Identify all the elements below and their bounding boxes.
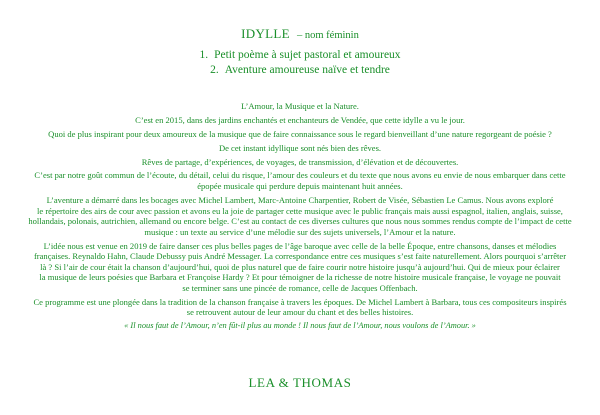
text-line: De cet instant idyllique sont nés bien des rêves. bbox=[218, 142, 382, 153]
text-line: L’idée nous est venue en 2019 de faire danser ces plus belles pages de l’âge baroque avec celle de la belle Époque, entre chansons, danses et mélodies bbox=[43, 240, 557, 251]
paragraph bbox=[6, 297, 594, 318]
definition-item bbox=[0, 48, 600, 63]
text-line: épopée musicale qui perdure depuis maintenant huit années. bbox=[197, 181, 403, 192]
text-line: se retrouvent autour de leur amour du chant et des belles histoires. bbox=[186, 307, 414, 318]
quote: « Il nous faut de l’Amour, n’en fût-il plus au monde ! Il nous faut de l’Amour, nous voulons de l’Amour. » bbox=[124, 321, 476, 331]
paragraph bbox=[6, 143, 594, 154]
text-line: se terminer sans une pincée de romance, celle de Jacques Offenbach. bbox=[182, 282, 418, 293]
text-line: C’est en 2015, dans des jardins enchantés et enchanteurs de Vendée, que cette idylle a vu le jour. bbox=[135, 114, 465, 125]
text-line: françaises. Reynaldo Hahn, Claude Debussy puis André Messager. La correspondance entre ces musiques s’est faite naturellement. Alors pourquoi s’arrêter bbox=[33, 251, 567, 262]
text-line: L’Amour, la Musique et la Nature. bbox=[241, 101, 359, 111]
paragraph bbox=[6, 115, 594, 126]
definition-item bbox=[0, 63, 600, 78]
paragraph bbox=[6, 129, 594, 140]
text-line: Quoi de plus inspirant pour deux amoureux de la musique que de faire connaissance sous le regard bienveillant d’une nature regorgeant de poésie ? bbox=[48, 128, 552, 139]
signature: LEA & THOMAS bbox=[248, 375, 352, 390]
definition-text: Aventure amoureuse naïve et tendre bbox=[224, 64, 390, 76]
paragraph bbox=[6, 195, 594, 237]
text-line: Rêves de partage, d’expériences, de voyages, de transmission, d’élévation et de découvertes. bbox=[141, 156, 459, 167]
definition-header bbox=[0, 26, 600, 78]
text-line: L’aventure a démarré dans les bocages avec Michel Lambert, Marc-Antoine Charpentier, Robert de Visée, Sébastien Le Camus. Nous avons exploré bbox=[46, 194, 554, 205]
title-word: IDYLLE bbox=[241, 26, 290, 41]
definition-list bbox=[0, 48, 600, 78]
text-line: C’est par notre goût commun de l’écoute, du détail, celui du risque, l’amour des couleurs et du texte que nous avons eu envie de nous embarquer dans cette bbox=[34, 170, 566, 181]
paragraph bbox=[6, 241, 594, 294]
paragraph bbox=[6, 157, 594, 168]
text-line: musique : un texte au service d’une mélodie sur des sujets universels, l’Amour et la nature. bbox=[144, 226, 456, 237]
text-line: la musique de leurs poésies que Barbara et Françoise Hardy ? Et pour témoigner de la richesse de notre histoire musicale française, le voyage ne pouvait bbox=[39, 272, 561, 283]
text-line: Ce programme est une plongée dans la tradition de la chanson française à travers les époques. De Michel Lambert à Barbara, tous ces compositeurs inspirés bbox=[33, 296, 567, 307]
text-line: hollandais, polonais, autrichien, allemand ou encore belge. C’est au contact de ces diverses cultures que nous nous sommes rendus compte de l’impact de cette bbox=[28, 216, 572, 227]
paragraph bbox=[6, 101, 594, 112]
body-text bbox=[6, 101, 594, 335]
text-line: le répertoire des airs de cour avec passion et avons eu la joie de partager cette musique avec le public français mais aussi espagnol, italien, anglais, suisse, bbox=[37, 205, 563, 216]
title-line bbox=[0, 26, 600, 43]
word-class: – nom féminin bbox=[297, 30, 359, 41]
paragraph bbox=[6, 170, 594, 191]
definition-number: 1. bbox=[199, 49, 209, 61]
text-line: là ? Si l’air de cour était la chanson d’aujourd’hui, quoi de plus naturel que de faire courir notre histoire jusqu’à aujourd’hui. Qui de mieux pour éclairer bbox=[40, 261, 560, 272]
definition-number: 2. bbox=[210, 64, 219, 76]
definition-text: Petit poème à sujet pastoral et amoureux bbox=[214, 49, 401, 61]
